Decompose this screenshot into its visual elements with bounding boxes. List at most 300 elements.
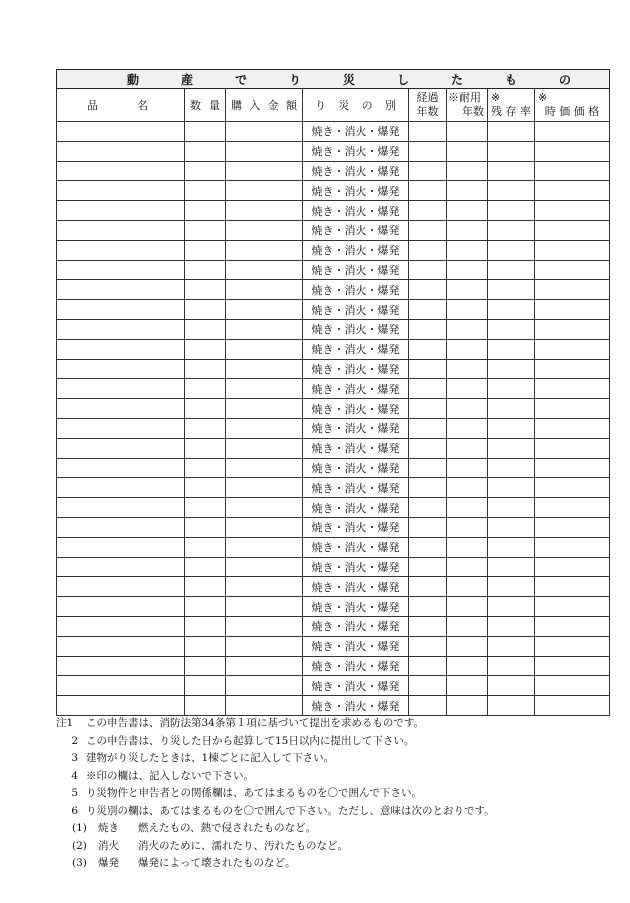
cell-purchase-amount[interactable] xyxy=(226,300,303,320)
header-damage-kind-part1: り xyxy=(315,99,326,112)
cell-damage-kind: 焼き・消火・爆発 xyxy=(303,141,409,161)
note-item xyxy=(56,715,616,733)
cell-market-value[interactable] xyxy=(535,656,610,676)
cell-damage-kind: 焼き・消火・爆発 xyxy=(303,379,409,399)
cell-market-value[interactable] xyxy=(535,141,610,161)
cell-useful-life[interactable] xyxy=(447,220,488,240)
cell-item-name[interactable] xyxy=(57,359,185,379)
cell-market-value[interactable] xyxy=(535,300,610,320)
cell-elapsed-years[interactable] xyxy=(409,498,447,518)
cell-residual-rate[interactable] xyxy=(488,141,535,161)
cell-damage-kind: 焼き・消火・爆発 xyxy=(303,339,409,359)
note-number: 4 xyxy=(71,769,78,782)
header-elapsed-years xyxy=(409,89,447,122)
cell-damage-kind: 焼き・消火・爆発 xyxy=(303,122,409,142)
cell-purchase-amount[interactable] xyxy=(226,379,303,399)
cell-market-value[interactable] xyxy=(535,399,610,419)
cell-useful-life[interactable] xyxy=(447,240,488,260)
cell-market-value[interactable] xyxy=(535,339,610,359)
cell-quantity[interactable] xyxy=(185,676,226,696)
header-market-value-line2: 時 価 価 格 xyxy=(544,105,600,118)
cell-damage-kind: 焼き・消火・爆発 xyxy=(303,517,409,537)
cell-elapsed-years[interactable] xyxy=(409,458,447,478)
cell-purchase-amount[interactable] xyxy=(226,597,303,617)
cell-quantity[interactable] xyxy=(185,478,226,498)
cell-elapsed-years[interactable] xyxy=(409,438,447,458)
table-row xyxy=(57,478,610,498)
cell-purchase-amount[interactable] xyxy=(226,359,303,379)
cell-market-value[interactable] xyxy=(535,260,610,280)
table-title-char: も xyxy=(505,72,518,87)
movable-property-table xyxy=(56,69,610,716)
cell-residual-rate[interactable] xyxy=(488,616,535,636)
cell-purchase-amount[interactable] xyxy=(226,676,303,696)
cell-damage-kind: 焼き・消火・爆発 xyxy=(303,656,409,676)
header-residual-rate xyxy=(488,89,535,122)
cell-damage-kind: 焼き・消火・爆発 xyxy=(303,676,409,696)
cell-quantity[interactable] xyxy=(185,656,226,676)
cell-damage-kind: 焼き・消火・爆発 xyxy=(303,557,409,577)
cell-useful-life[interactable] xyxy=(447,319,488,339)
cell-purchase-amount[interactable] xyxy=(226,122,303,142)
cell-residual-rate[interactable] xyxy=(488,260,535,280)
cell-residual-rate[interactable] xyxy=(488,240,535,260)
cell-useful-life[interactable] xyxy=(447,478,488,498)
cell-market-value[interactable] xyxy=(535,240,610,260)
cell-quantity[interactable] xyxy=(185,458,226,478)
subnote-item xyxy=(56,820,616,838)
header-purchase-amount-part4: 額 xyxy=(285,99,297,112)
cell-residual-rate[interactable] xyxy=(488,339,535,359)
cell-elapsed-years[interactable] xyxy=(409,339,447,359)
cell-quantity[interactable] xyxy=(185,240,226,260)
cell-elapsed-years[interactable] xyxy=(409,517,447,537)
cell-quantity[interactable] xyxy=(185,498,226,518)
table-row xyxy=(57,537,610,557)
cell-item-name[interactable] xyxy=(57,339,185,359)
cell-useful-life[interactable] xyxy=(447,399,488,419)
cell-purchase-amount[interactable] xyxy=(226,577,303,597)
table-row xyxy=(57,339,610,359)
cell-elapsed-years[interactable] xyxy=(409,161,447,181)
note-text: 建物がり災したときは、1棟ごとに記入して下さい。 xyxy=(86,752,335,764)
header-damage-kind-part4: 別 xyxy=(384,99,396,112)
header-market-value xyxy=(535,89,610,122)
subnote-item xyxy=(56,838,616,856)
cell-quantity[interactable] xyxy=(185,359,226,379)
cell-purchase-amount[interactable] xyxy=(226,399,303,419)
cell-item-name[interactable] xyxy=(57,577,185,597)
note-text: この申告書は、消防法第34条第１項に基づいて提出を求めるものです。 xyxy=(86,717,425,729)
cell-purchase-amount[interactable] xyxy=(226,141,303,161)
cell-elapsed-years[interactable] xyxy=(409,696,447,716)
subnote-number: (3) xyxy=(72,857,87,869)
cell-item-name[interactable] xyxy=(57,438,185,458)
cell-quantity[interactable] xyxy=(185,636,226,656)
cell-market-value[interactable] xyxy=(535,458,610,478)
cell-market-value[interactable] xyxy=(535,478,610,498)
cell-market-value[interactable] xyxy=(535,537,610,557)
table-title-char: し xyxy=(397,72,410,87)
cell-item-name[interactable] xyxy=(57,517,185,537)
cell-market-value[interactable] xyxy=(535,438,610,458)
cell-useful-life[interactable] xyxy=(447,498,488,518)
cell-quantity[interactable] xyxy=(185,260,226,280)
cell-useful-life[interactable] xyxy=(447,418,488,438)
cell-quantity[interactable] xyxy=(185,141,226,161)
cell-useful-life[interactable] xyxy=(447,339,488,359)
header-purchase-amount xyxy=(226,89,303,122)
cell-item-name[interactable] xyxy=(57,220,185,240)
note-number: 5 xyxy=(71,787,78,799)
cell-market-value[interactable] xyxy=(535,181,610,201)
table-row xyxy=(57,399,610,419)
cell-useful-life[interactable] xyxy=(447,161,488,181)
cell-useful-life[interactable] xyxy=(447,458,488,478)
cell-elapsed-years[interactable] xyxy=(409,557,447,577)
cell-residual-rate[interactable] xyxy=(488,399,535,419)
cell-purchase-amount[interactable] xyxy=(226,339,303,359)
cell-item-name[interactable] xyxy=(57,379,185,399)
cell-useful-life[interactable] xyxy=(447,359,488,379)
cell-residual-rate[interactable] xyxy=(488,656,535,676)
note-item xyxy=(56,803,616,821)
cell-residual-rate[interactable] xyxy=(488,438,535,458)
cell-residual-rate[interactable] xyxy=(488,458,535,478)
header-purchase-amount-part3: 金 xyxy=(267,99,279,112)
cell-elapsed-years[interactable] xyxy=(409,399,447,419)
header-market-value-line1: ※ xyxy=(538,91,548,104)
cell-item-name[interactable] xyxy=(57,399,185,419)
cell-elapsed-years[interactable] xyxy=(409,478,447,498)
cell-residual-rate[interactable] xyxy=(488,319,535,339)
cell-purchase-amount[interactable] xyxy=(226,616,303,636)
cell-purchase-amount[interactable] xyxy=(226,557,303,577)
cell-damage-kind: 焼き・消火・爆発 xyxy=(303,498,409,518)
cell-residual-rate[interactable] xyxy=(488,557,535,577)
cell-purchase-amount[interactable] xyxy=(226,636,303,656)
cell-market-value[interactable] xyxy=(535,636,610,656)
cell-residual-rate[interactable] xyxy=(488,676,535,696)
cell-quantity[interactable] xyxy=(185,577,226,597)
header-useful-life xyxy=(447,89,488,122)
cell-item-name[interactable] xyxy=(57,260,185,280)
cell-useful-life[interactable] xyxy=(447,616,488,636)
notes-section xyxy=(56,715,616,873)
header-useful-life-line1: ※耐用 xyxy=(448,91,481,104)
cell-market-value[interactable] xyxy=(535,359,610,379)
cell-residual-rate[interactable] xyxy=(488,517,535,537)
cell-quantity[interactable] xyxy=(185,220,226,240)
cell-elapsed-years[interactable] xyxy=(409,676,447,696)
cell-item-name[interactable] xyxy=(57,122,185,142)
cell-useful-life[interactable] xyxy=(447,260,488,280)
table-row xyxy=(57,636,610,656)
cell-item-name[interactable] xyxy=(57,597,185,617)
cell-useful-life[interactable] xyxy=(447,517,488,537)
cell-item-name[interactable] xyxy=(57,696,185,716)
cell-item-name[interactable] xyxy=(57,418,185,438)
cell-item-name[interactable] xyxy=(57,201,185,221)
note-text: ※印の欄は、記入しないで下さい。 xyxy=(86,769,254,782)
cell-elapsed-years[interactable] xyxy=(409,220,447,240)
cell-residual-rate[interactable] xyxy=(488,220,535,240)
cell-purchase-amount[interactable] xyxy=(226,696,303,716)
cell-residual-rate[interactable] xyxy=(488,696,535,716)
header-residual-rate-line2: 残 存 率 xyxy=(491,105,531,118)
cell-quantity[interactable] xyxy=(185,280,226,300)
cell-item-name[interactable] xyxy=(57,240,185,260)
cell-quantity[interactable] xyxy=(185,161,226,181)
cell-purchase-amount[interactable] xyxy=(226,498,303,518)
cell-damage-kind: 焼き・消火・爆発 xyxy=(303,181,409,201)
cell-useful-life[interactable] xyxy=(447,676,488,696)
cell-elapsed-years[interactable] xyxy=(409,597,447,617)
cell-purchase-amount[interactable] xyxy=(226,280,303,300)
table-row xyxy=(57,181,610,201)
cell-elapsed-years[interactable] xyxy=(409,122,447,142)
cell-useful-life[interactable] xyxy=(447,201,488,221)
cell-market-value[interactable] xyxy=(535,418,610,438)
cell-quantity[interactable] xyxy=(185,379,226,399)
cell-useful-life[interactable] xyxy=(447,181,488,201)
table-row xyxy=(57,300,610,320)
cell-market-value[interactable] xyxy=(535,319,610,339)
cell-item-name[interactable] xyxy=(57,181,185,201)
cell-useful-life[interactable] xyxy=(447,696,488,716)
cell-purchase-amount[interactable] xyxy=(226,260,303,280)
cell-item-name[interactable] xyxy=(57,280,185,300)
cell-useful-life[interactable] xyxy=(447,636,488,656)
subnote-text: 燃えたもの、熱で侵されたものなど。 xyxy=(138,822,317,834)
cell-purchase-amount[interactable] xyxy=(226,458,303,478)
cell-elapsed-years[interactable] xyxy=(409,418,447,438)
cell-residual-rate[interactable] xyxy=(488,201,535,221)
subnote-number: (2) xyxy=(72,839,87,852)
cell-market-value[interactable] xyxy=(535,220,610,240)
table-row xyxy=(57,379,610,399)
cell-elapsed-years[interactable] xyxy=(409,359,447,379)
cell-damage-kind: 焼き・消火・爆発 xyxy=(303,616,409,636)
cell-elapsed-years[interactable] xyxy=(409,636,447,656)
cell-item-name[interactable] xyxy=(57,161,185,181)
cell-item-name[interactable] xyxy=(57,537,185,557)
cell-purchase-amount[interactable] xyxy=(226,478,303,498)
cell-market-value[interactable] xyxy=(535,498,610,518)
cell-damage-kind: 焼き・消火・爆発 xyxy=(303,161,409,181)
cell-item-name[interactable] xyxy=(57,478,185,498)
header-quantity-part2: 量 xyxy=(209,99,220,112)
cell-residual-rate[interactable] xyxy=(488,359,535,379)
cell-quantity[interactable] xyxy=(185,557,226,577)
cell-purchase-amount[interactable] xyxy=(226,517,303,537)
note-item xyxy=(56,768,616,786)
cell-purchase-amount[interactable] xyxy=(226,418,303,438)
cell-market-value[interactable] xyxy=(535,517,610,537)
cell-quantity[interactable] xyxy=(185,438,226,458)
cell-elapsed-years[interactable] xyxy=(409,280,447,300)
cell-quantity[interactable] xyxy=(185,201,226,221)
cell-quantity[interactable] xyxy=(185,616,226,636)
note-text: この申告書は、り災した日から起算して15日以内に提出して下さい。 xyxy=(86,734,415,747)
table-title-char: た xyxy=(451,72,464,87)
table-row xyxy=(57,656,610,676)
cell-market-value[interactable] xyxy=(535,122,610,142)
cell-damage-kind: 焼き・消火・爆発 xyxy=(303,260,409,280)
cell-elapsed-years[interactable] xyxy=(409,181,447,201)
table-row xyxy=(57,597,610,617)
cell-item-name[interactable] xyxy=(57,141,185,161)
subnote-text: 爆発によって壊されたものなど。 xyxy=(138,857,296,869)
cell-residual-rate[interactable] xyxy=(488,300,535,320)
cell-residual-rate[interactable] xyxy=(488,122,535,142)
cell-residual-rate[interactable] xyxy=(488,537,535,557)
note-number: 2 xyxy=(71,734,78,747)
cell-market-value[interactable] xyxy=(535,676,610,696)
cell-useful-life[interactable] xyxy=(447,300,488,320)
cell-useful-life[interactable] xyxy=(447,379,488,399)
cell-market-value[interactable] xyxy=(535,577,610,597)
cell-market-value[interactable] xyxy=(535,161,610,181)
cell-residual-rate[interactable] xyxy=(488,280,535,300)
table-title-char: で xyxy=(235,72,248,87)
cell-purchase-amount[interactable] xyxy=(226,181,303,201)
cell-residual-rate[interactable] xyxy=(488,577,535,597)
cell-elapsed-years[interactable] xyxy=(409,240,447,260)
cell-quantity[interactable] xyxy=(185,696,226,716)
cell-market-value[interactable] xyxy=(535,379,610,399)
cell-quantity[interactable] xyxy=(185,418,226,438)
table-row xyxy=(57,359,610,379)
cell-quantity[interactable] xyxy=(185,597,226,617)
table-row xyxy=(57,122,610,142)
cell-elapsed-years[interactable] xyxy=(409,616,447,636)
cell-residual-rate[interactable] xyxy=(488,636,535,656)
cell-purchase-amount[interactable] xyxy=(226,656,303,676)
cell-item-name[interactable] xyxy=(57,458,185,478)
cell-elapsed-years[interactable] xyxy=(409,656,447,676)
table-title-char: 災 xyxy=(343,72,356,87)
cell-useful-life[interactable] xyxy=(447,537,488,557)
notes-list xyxy=(56,715,616,820)
cell-damage-kind: 焼き・消火・爆発 xyxy=(303,696,409,716)
cell-item-name[interactable] xyxy=(57,656,185,676)
table-row xyxy=(57,161,610,181)
cell-residual-rate[interactable] xyxy=(488,498,535,518)
cell-useful-life[interactable] xyxy=(447,557,488,577)
cell-damage-kind: 焼き・消火・爆発 xyxy=(303,577,409,597)
cell-market-value[interactable] xyxy=(535,557,610,577)
table-row xyxy=(57,280,610,300)
cell-purchase-amount[interactable] xyxy=(226,438,303,458)
header-item-name xyxy=(57,89,185,122)
cell-residual-rate[interactable] xyxy=(488,597,535,617)
cell-useful-life[interactable] xyxy=(447,656,488,676)
cell-item-name[interactable] xyxy=(57,676,185,696)
cell-quantity[interactable] xyxy=(185,339,226,359)
cell-useful-life[interactable] xyxy=(447,438,488,458)
cell-residual-rate[interactable] xyxy=(488,478,535,498)
note-item xyxy=(56,785,616,803)
table-title-char: の xyxy=(559,72,572,87)
subnotes-list xyxy=(56,820,616,873)
cell-purchase-amount[interactable] xyxy=(226,161,303,181)
cell-elapsed-years[interactable] xyxy=(409,537,447,557)
cell-quantity[interactable] xyxy=(185,399,226,419)
cell-purchase-amount[interactable] xyxy=(226,319,303,339)
note-item xyxy=(56,750,616,768)
cell-quantity[interactable] xyxy=(185,537,226,557)
subnote-term: 爆発 xyxy=(98,857,119,869)
cell-market-value[interactable] xyxy=(535,201,610,221)
header-item-name-part2: 名 xyxy=(137,99,148,112)
cell-elapsed-years[interactable] xyxy=(409,260,447,280)
cell-market-value[interactable] xyxy=(535,597,610,617)
table-title-char: 動 xyxy=(127,72,140,87)
cell-elapsed-years[interactable] xyxy=(409,577,447,597)
table-row xyxy=(57,696,610,716)
cell-quantity[interactable] xyxy=(185,122,226,142)
cell-quantity[interactable] xyxy=(185,517,226,537)
cell-elapsed-years[interactable] xyxy=(409,319,447,339)
cell-purchase-amount[interactable] xyxy=(226,220,303,240)
cell-item-name[interactable] xyxy=(57,498,185,518)
cell-useful-life[interactable] xyxy=(447,597,488,617)
table-row xyxy=(57,557,610,577)
cell-quantity[interactable] xyxy=(185,181,226,201)
table-row xyxy=(57,458,610,478)
table-row xyxy=(57,498,610,518)
cell-useful-life[interactable] xyxy=(447,141,488,161)
cell-market-value[interactable] xyxy=(535,696,610,716)
header-purchase-amount-part2: 入 xyxy=(249,99,261,112)
cell-purchase-amount[interactable] xyxy=(226,240,303,260)
table-row xyxy=(57,418,610,438)
cell-residual-rate[interactable] xyxy=(488,181,535,201)
cell-item-name[interactable] xyxy=(57,636,185,656)
cell-elapsed-years[interactable] xyxy=(409,379,447,399)
table-row xyxy=(57,201,610,221)
cell-damage-kind: 焼き・消火・爆発 xyxy=(303,458,409,478)
table-row xyxy=(57,438,610,458)
cell-useful-life[interactable] xyxy=(447,577,488,597)
cell-residual-rate[interactable] xyxy=(488,379,535,399)
cell-useful-life[interactable] xyxy=(447,122,488,142)
header-damage-kind xyxy=(303,89,409,122)
cell-quantity[interactable] xyxy=(185,319,226,339)
cell-market-value[interactable] xyxy=(535,280,610,300)
cell-purchase-amount[interactable] xyxy=(226,537,303,557)
cell-elapsed-years[interactable] xyxy=(409,300,447,320)
cell-purchase-amount[interactable] xyxy=(226,201,303,221)
cell-item-name[interactable] xyxy=(57,319,185,339)
cell-market-value[interactable] xyxy=(535,616,610,636)
cell-damage-kind: 焼き・消火・爆発 xyxy=(303,597,409,617)
cell-elapsed-years[interactable] xyxy=(409,201,447,221)
cell-item-name[interactable] xyxy=(57,557,185,577)
cell-residual-rate[interactable] xyxy=(488,418,535,438)
table-row xyxy=(57,319,610,339)
cell-useful-life[interactable] xyxy=(447,280,488,300)
header-elapsed-years-line2: 年数 xyxy=(416,105,439,118)
table-row xyxy=(57,616,610,636)
cell-item-name[interactable] xyxy=(57,616,185,636)
cell-item-name[interactable] xyxy=(57,300,185,320)
cell-damage-kind: 焼き・消火・爆発 xyxy=(303,240,409,260)
cell-elapsed-years[interactable] xyxy=(409,141,447,161)
cell-quantity[interactable] xyxy=(185,300,226,320)
cell-residual-rate[interactable] xyxy=(488,161,535,181)
